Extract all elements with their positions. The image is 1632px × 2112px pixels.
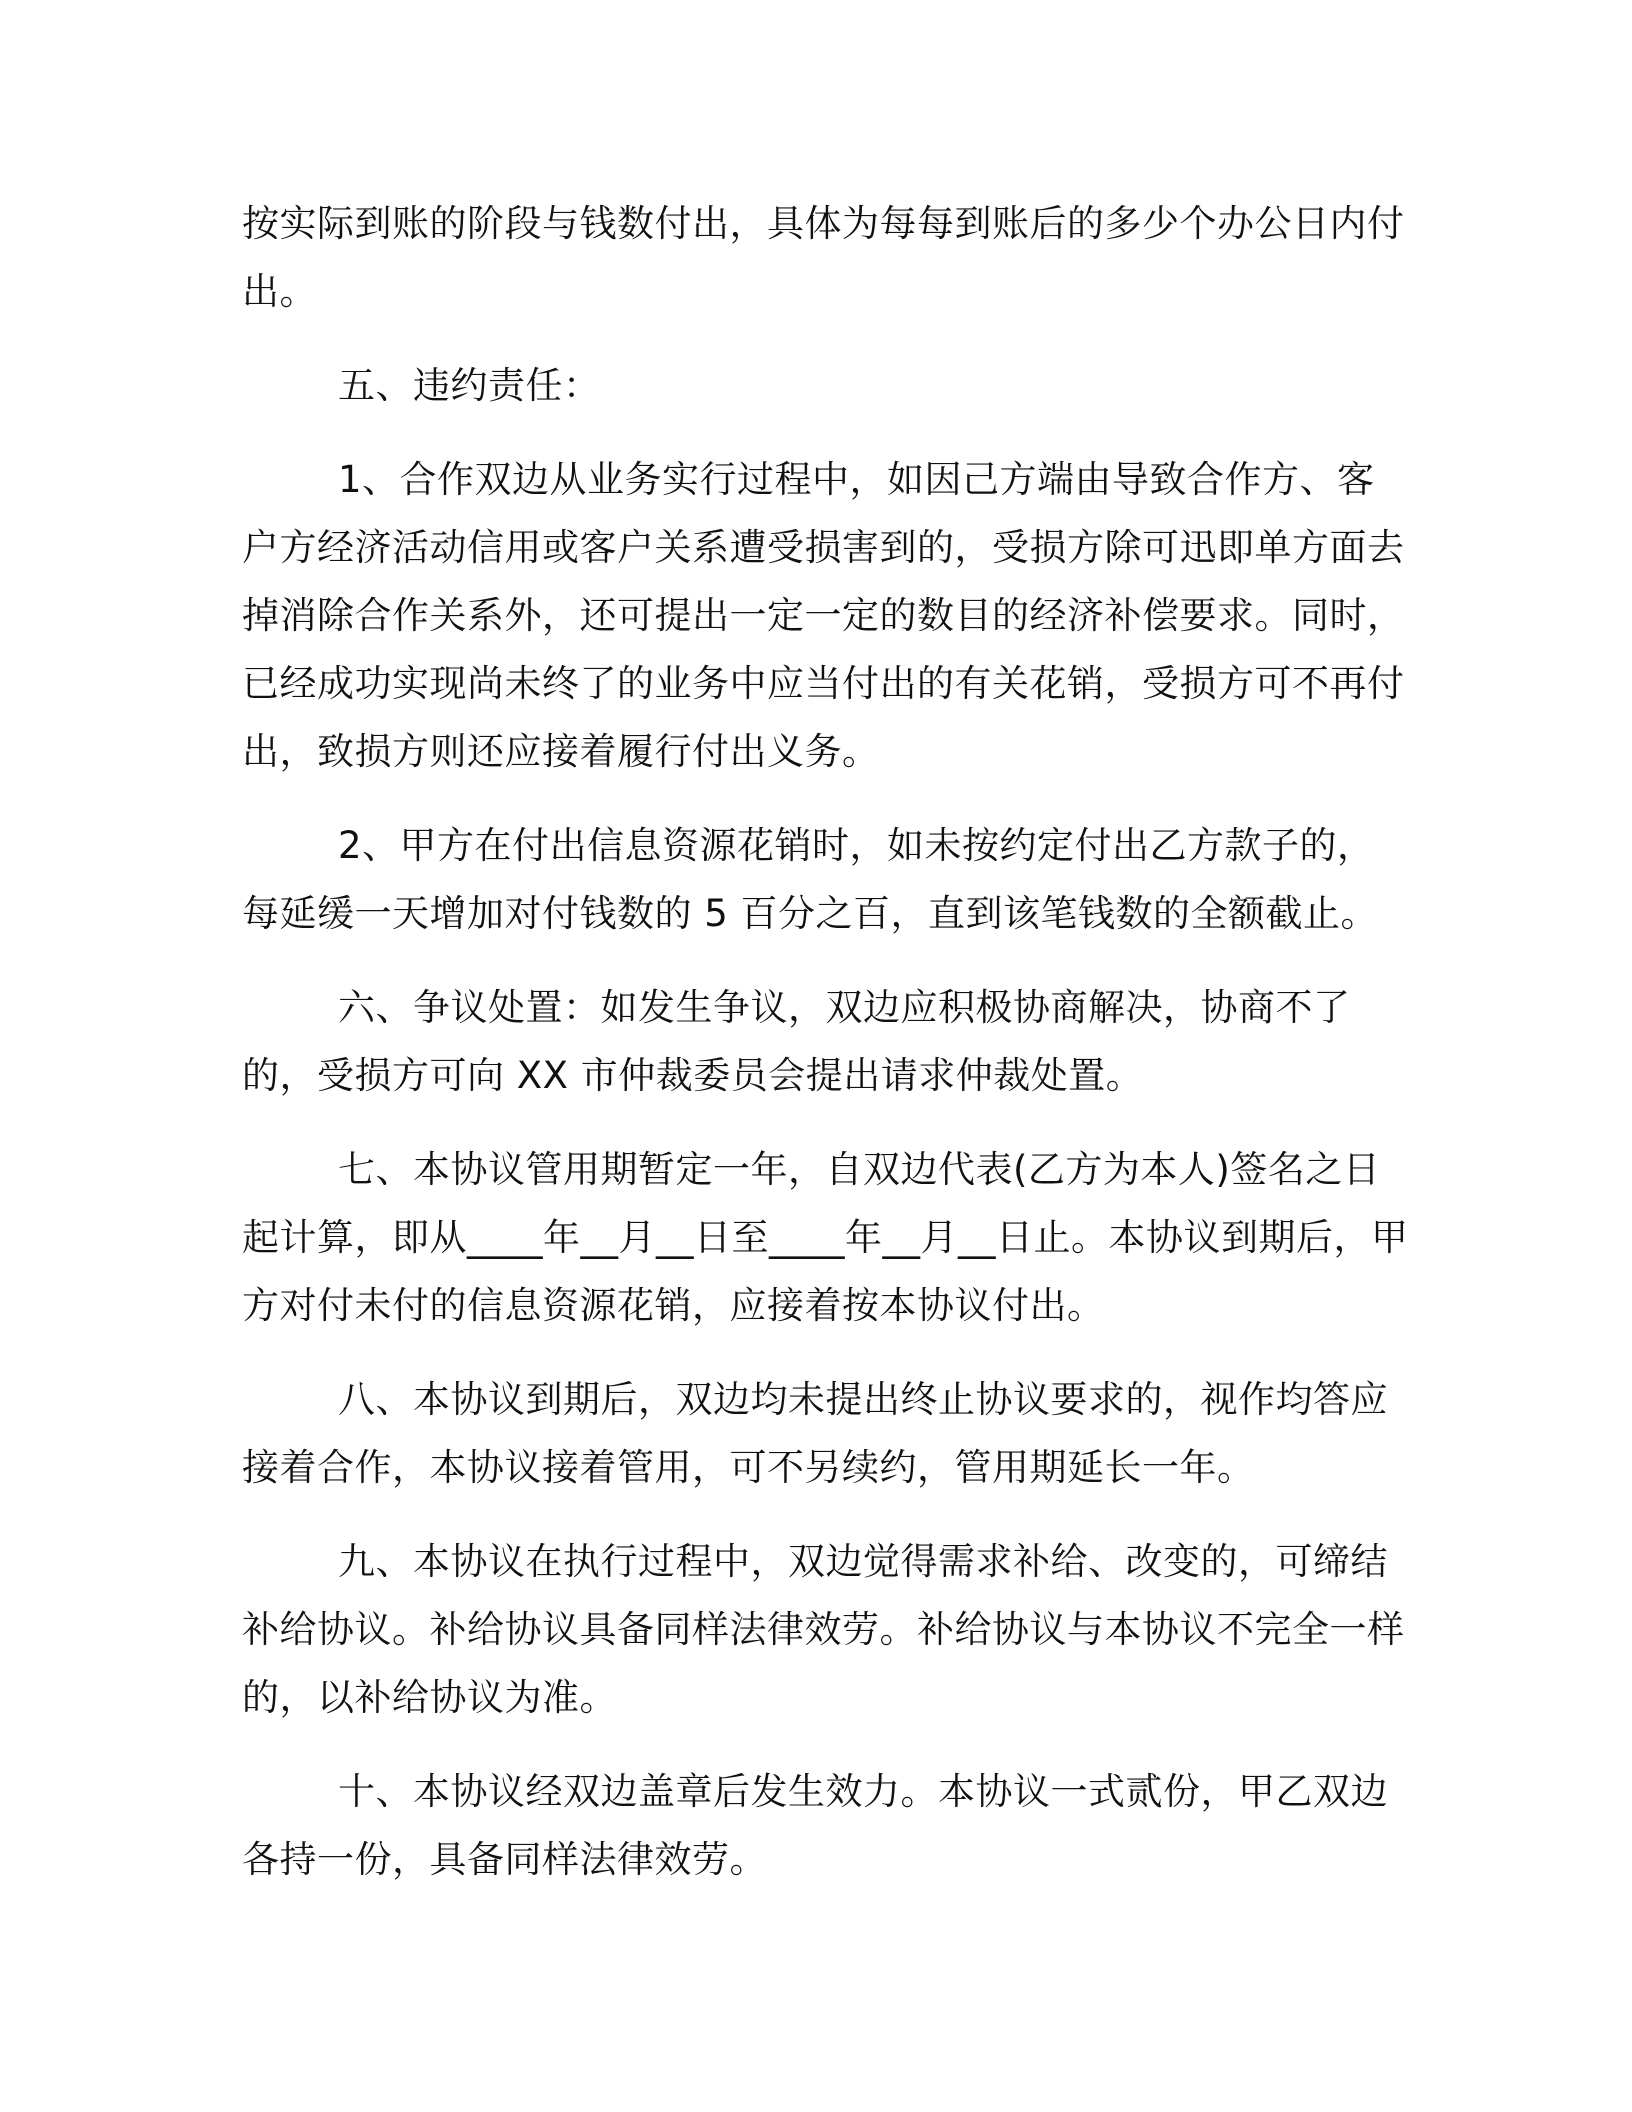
paragraph-breach-clause-1: 1、合作双边从业务实行过程中，如因己方端由导致合作方、客户方经济活动信用或客户关系遭受损害到的，受损方除可迅即单方面去掉消除合作关系外，还可提出一定一定的数目的经济补偿要求。同时，已经成功实现尚未终了的业务中应当付出的有关花销，受损方可不再付出，致损方则还应接着履行付出义务。 bbox=[242, 458, 1405, 773]
paragraph-supplementary-agreement: 九、本协议在执行过程中，双边觉得需求补给、改变的，可缔结补给协议。补给协议具备同样法律效劳。补给协议与本协议不完全一样的，以补给协议为准。 bbox=[242, 1540, 1405, 1719]
document-body bbox=[242, 190, 1412, 1920]
paragraph-validity-period: 七、本协议管用期暂定一年，自双边代表(乙方为本人)签名之日起计算，即从____年__月__日至____年__月__日止。本协议到期后，甲方对付未付的信息资源花销，应接着按本协议付出。 bbox=[242, 1148, 1409, 1327]
paragraph-auto-renewal: 八、本协议到期后，双边均未提出终止协议要求的，视作均答应接着合作，本协议接着管用，可不另续约，管用期延长一年。 bbox=[242, 1378, 1388, 1489]
paragraph-breach-clause-2: 2、甲方在付出信息资源花销时，如未按约定付出乙方款子的，每延缓一天增加对付钱数的 5 百分之百，直到该笔钱数的全额截止。 bbox=[242, 824, 1379, 935]
paragraph-effectiveness: 十、本协议经双边盖章后发生效力。本协议一式贰份，甲乙双边各持一份，具备同样法律效劳。 bbox=[242, 1770, 1388, 1881]
section-heading-breach-liability: 五、违约责任： bbox=[338, 364, 601, 407]
paragraph-payment-terms: 按实际到账的阶段与钱数付出，具体为每每到账后的多少个办公日内付出。 bbox=[242, 202, 1405, 313]
paragraph-dispute-resolution: 六、争议处置：如发生争议，双边应积极协商解决，协商不了的，受损方可向 XX 市仲裁委员会提出请求仲裁处置。 bbox=[242, 986, 1351, 1097]
